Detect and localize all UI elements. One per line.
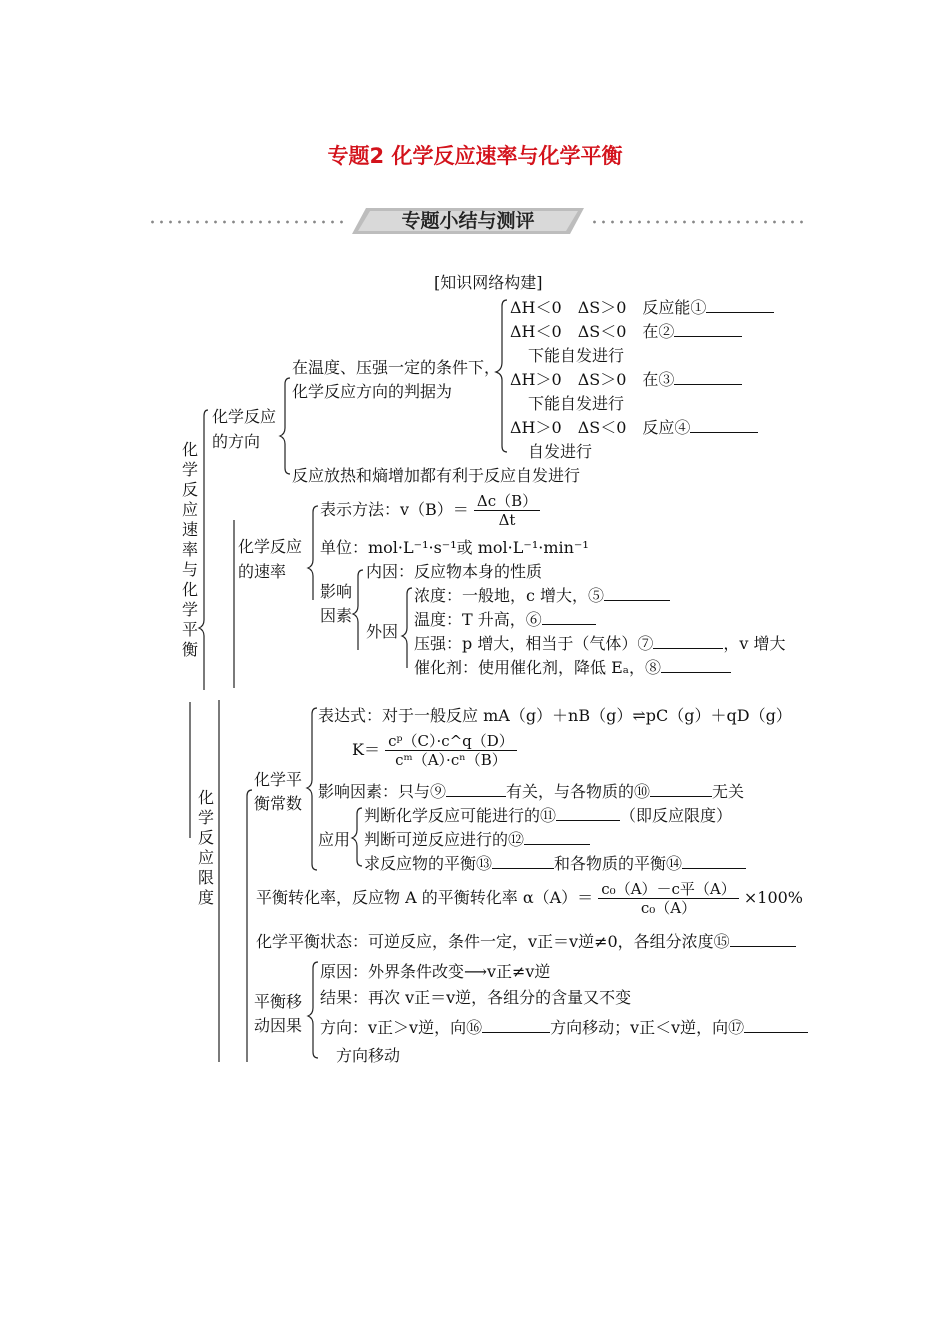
page-title: 专题2 化学反应速率与化学平衡 (327, 144, 623, 168)
rate-fraction: $\frac{\Delta c(B)}{\Delta t}$ (474, 492, 540, 529)
shift-direction-tail: 方向移动 (336, 1046, 401, 1065)
section-label: [知识网络构建] (434, 273, 543, 292)
rate-factors-label: 影响因素 (320, 582, 353, 625)
rate-unit: 单位：mol·L⁻¹·s⁻¹或 mol·L⁻¹·min⁻¹ (320, 538, 589, 557)
rate-external-1: 浓度：一般地，c 增大，⑤ (414, 586, 670, 606)
direction-rule-2: ΔH＜0 ΔS＜0 在② (510, 322, 742, 342)
constant-use-label: 应用 (318, 830, 351, 849)
constant-use-3: 求反应物的平衡⑬ 和各物质的平衡⑭ (364, 854, 746, 874)
conversion-rate: 平衡转化率，反应物 A 的平衡转化率 α（A）＝ $\frac{\text{c₀（A）－c平（A）}}{\text{c₀（A）}}$ ×100% (256, 880, 804, 917)
shift-cause: 原因：外界条件改变⟶v正≠v逆 (320, 962, 551, 981)
constant-k-fraction: $\frac{\text{cᵖ（C）·c\textasciicircum{}q（D）}}{\text{cᵐ（A）·cⁿ（B）}}$ (385, 732, 517, 769)
direction-rule-3-tail: 下能自发进行 (528, 394, 625, 413)
shift-direction: 方向：v正＞v逆，向⑯ 方向移动；v正＜v逆，向⑰ (320, 1018, 808, 1038)
shift-label: 平衡移动因果 (254, 992, 303, 1035)
shift-result: 结果：再次 v正＝v逆，各组分的含量又不变 (320, 988, 632, 1007)
constant-expression: 表达式：对于一般反应 mA（g）＋nB（g）⇌pC（g）＋qD（g） (318, 706, 792, 725)
direction-rule-3: ΔH＞0 ΔS＞0 在③ (510, 370, 742, 390)
direction-bottom: 反应放热和熵增加都有利于反应自发进行 (292, 466, 581, 485)
direction-rule-4-tail: 自发进行 (528, 442, 593, 461)
direction-rule-1: ΔH＜0 ΔS＞0 反应能① (510, 298, 774, 318)
constant-k (352, 732, 517, 769)
root-reaction-limit-label: 化学反应限度 (197, 788, 214, 907)
conversion-fraction: $\frac{\text{c₀（A）－c平（A）}}{\text{c₀（A）}}$ (598, 880, 738, 917)
direction-label: 化学反应的方向 (212, 407, 277, 451)
rate-external-3: 压强：p 增大，相当于（气体）⑦ ，v 增大 (414, 634, 786, 653)
banner-title: 专题小结与测评 (401, 210, 535, 232)
rate-internal: 内因：反应物本身的性质 (366, 562, 543, 581)
constant-use-1: 判断化学反应可能进行的⑪ （即反应限度） (364, 806, 733, 825)
direction-rule-4: ΔH＞0 ΔS＜0 反应④ (510, 418, 758, 438)
equilibrium-state: 化学平衡状态：可逆反应，条件一定，v正＝v逆≠0，各组分浓度⑮ (256, 932, 796, 952)
constant-use-2: 判断可逆反应进行的⑫ (364, 830, 590, 850)
rate-method (320, 492, 540, 529)
direction-condition-1: 在温度、压强一定的条件下， (292, 358, 501, 377)
constant-k-prefix: K＝ (352, 740, 380, 759)
rate-external-label: 外因 (366, 622, 399, 641)
rate-external-4: 催化剂：使用催化剂，降低 Eₐ，⑧ (414, 658, 731, 678)
constant-factors: 影响因素：只与⑨ 有关，与各物质的⑩ 无关 (318, 782, 745, 801)
direction-rule-2-tail: 下能自发进行 (528, 346, 625, 365)
root-rate-equilibrium-label: 化学反应速率与化学平衡 (181, 440, 198, 659)
constant-label: 化学平衡常数 (254, 770, 303, 813)
rate-label: 化学反应的速率 (238, 537, 303, 581)
direction-condition-2: 化学反应方向的判据为 (292, 382, 453, 401)
rate-external-2: 温度：T 升高，⑥ (414, 610, 596, 630)
rate-method-prefix: 表示方法：v（B）＝ (320, 500, 469, 519)
